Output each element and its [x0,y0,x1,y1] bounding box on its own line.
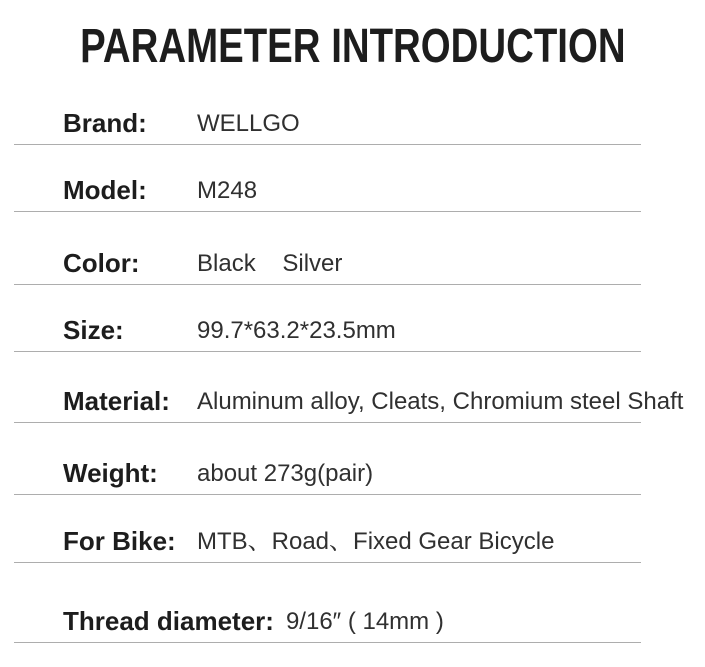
spec-value: WELLGO [197,110,300,137]
spec-label: Thread diameter: [63,606,274,636]
spec-table [14,89,684,643]
spec-value: Aluminum alloy, Cleats, Chromium steel Shaft [197,388,684,415]
spec-row [14,89,641,145]
spec-value: M248 [197,177,258,204]
spec-label: Color: [63,248,140,278]
spec-value: Black Silver [197,250,343,277]
spec-label: Size: [63,315,124,345]
spec-value: 9/16″ ( 14mm ) [285,608,444,635]
spec-row [14,563,641,643]
spec-label: Model: [63,175,147,205]
spec-row [14,352,684,423]
spec-label: Weight: [63,458,158,488]
spec-value: MTB、Road、Fixed Gear Bicycle [197,528,555,555]
spec-value: 99.7*63.2*23.5mm [197,317,396,344]
spec-row [14,285,641,352]
page-title: PARAMETER INTRODUCTION [79,19,626,73]
spec-label: For Bike: [63,526,176,556]
spec-value: about 273g(pair) [197,460,374,487]
spec-row [14,145,641,212]
spec-label: Material: [63,386,170,416]
title-bar [0,0,705,89]
spec-row [14,495,641,563]
spec-row [14,212,641,285]
spec-label: Brand: [63,108,147,138]
spec-row [14,423,641,495]
